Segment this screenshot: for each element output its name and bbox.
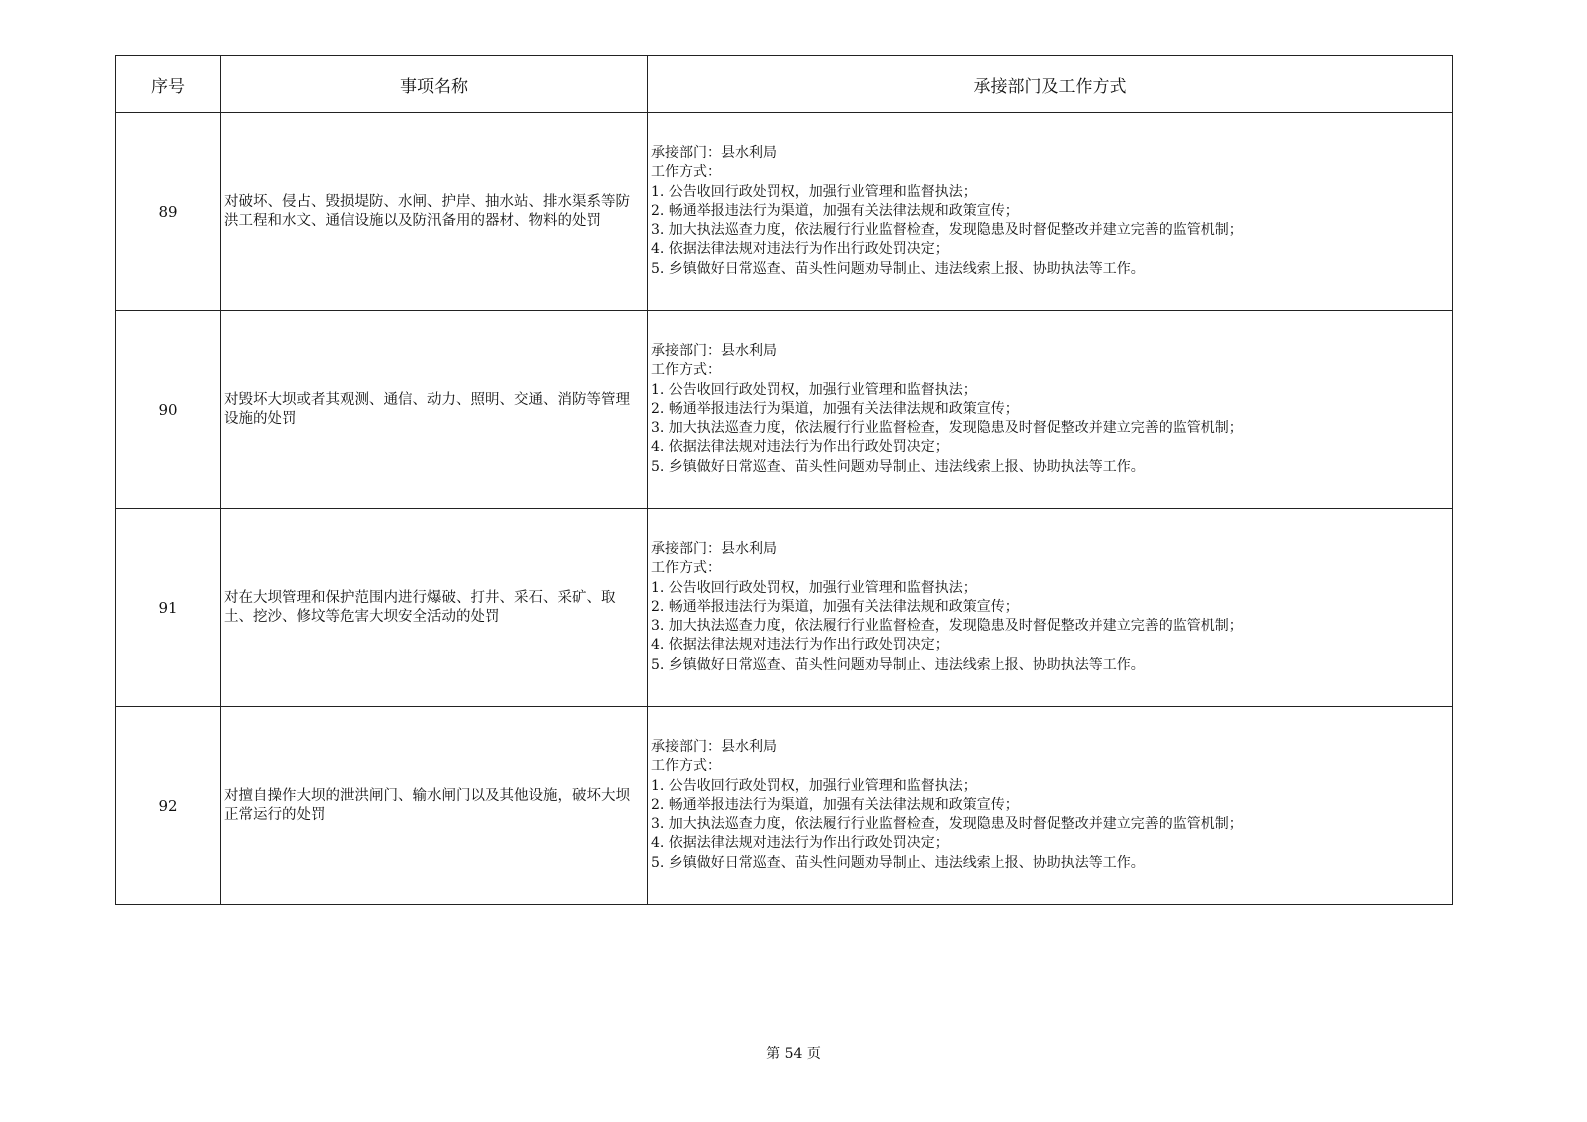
department-and-method (648, 311, 1453, 509)
method-line: 4. 依据法律法规对违法行为作出行政处罚决定； (651, 637, 949, 654)
items-table (115, 55, 1453, 905)
item-name: 对毁坏大坝或者其观测、通信、动力、照明、交通、消防等管理设施的处罚 (221, 311, 648, 509)
method-line: 2. 畅通举报违法行为渠道，加强有关法律法规和政策宣传； (651, 202, 1019, 219)
method-line: 2. 畅通举报违法行为渠道，加强有关法律法规和政策宣传； (651, 796, 1019, 813)
department-and-method (648, 707, 1453, 905)
method-line: 1. 公告收回行政处罚权，加强行业管理和监督执法； (651, 183, 977, 200)
method-line: 5. 乡镇做好日常巡查、苗头性问题劝导制止、违法线索上报、协助执法等工作。 (651, 458, 1145, 475)
method-line: 承接部门：县水利局 (651, 541, 777, 558)
table-row (116, 707, 1453, 905)
method-line: 承接部门：县水利局 (651, 739, 777, 756)
method-line: 工作方式： (651, 560, 721, 577)
item-name: 对破坏、侵占、毁损堤防、水闸、护岸、抽水站、排水渠系等防洪工程和水文、通信设施以及防汛备用的器材、物料的处罚 (221, 113, 648, 311)
row-number: 90 (116, 311, 221, 509)
method-line: 工作方式： (651, 758, 721, 775)
table-row (116, 113, 1453, 311)
department-and-method (648, 509, 1453, 707)
method-line: 工作方式： (651, 164, 721, 181)
table-row (116, 509, 1453, 707)
page-number: 第 54 页 (766, 1046, 821, 1062)
item-name: 对擅自操作大坝的泄洪闸门、输水闸门以及其他设施，破坏大坝正常运行的处罚 (221, 707, 648, 905)
method-line: 4. 依据法律法规对违法行为作出行政处罚决定； (651, 241, 949, 258)
header-no: 序号 (116, 56, 221, 113)
method-line: 工作方式： (651, 362, 721, 379)
method-line: 3. 加大执法巡查力度，依法履行行业监督检查，发现隐患及时督促整改并建立完善的监管机制； (651, 222, 1243, 239)
method-line: 4. 依据法律法规对违法行为作出行政处罚决定； (651, 439, 949, 456)
method-line: 5. 乡镇做好日常巡查、苗头性问题劝导制止、违法线索上报、协助执法等工作。 (651, 656, 1145, 673)
department-and-method (648, 113, 1453, 311)
method-line: 承接部门：县水利局 (651, 343, 777, 360)
method-line: 承接部门：县水利局 (651, 145, 777, 162)
row-number: 92 (116, 707, 221, 905)
table-row (116, 311, 1453, 509)
method-line: 3. 加大执法巡查力度，依法履行行业监督检查，发现隐患及时督促整改并建立完善的监管机制； (651, 816, 1243, 833)
header-method: 承接部门及工作方式 (648, 56, 1453, 113)
method-line: 1. 公告收回行政处罚权，加强行业管理和监督执法； (651, 381, 977, 398)
header-name: 事项名称 (221, 56, 648, 113)
method-line: 5. 乡镇做好日常巡查、苗头性问题劝导制止、违法线索上报、协助执法等工作。 (651, 854, 1145, 871)
method-line: 4. 依据法律法规对违法行为作出行政处罚决定； (651, 835, 949, 852)
method-line: 3. 加大执法巡查力度，依法履行行业监督检查，发现隐患及时督促整改并建立完善的监管机制； (651, 618, 1243, 635)
row-number: 89 (116, 113, 221, 311)
method-line: 2. 畅通举报违法行为渠道，加强有关法律法规和政策宣传； (651, 598, 1019, 615)
header-row (116, 56, 1453, 113)
method-line: 1. 公告收回行政处罚权，加强行业管理和监督执法； (651, 777, 977, 794)
method-line: 5. 乡镇做好日常巡查、苗头性问题劝导制止、违法线索上报、协助执法等工作。 (651, 260, 1145, 277)
item-name: 对在大坝管理和保护范围内进行爆破、打井、采石、采矿、取土、挖沙、修坟等危害大坝安全活动的处罚 (221, 509, 648, 707)
method-line: 2. 畅通举报违法行为渠道，加强有关法律法规和政策宣传； (651, 400, 1019, 417)
method-line: 3. 加大执法巡查力度，依法履行行业监督检查，发现隐患及时督促整改并建立完善的监管机制； (651, 420, 1243, 437)
method-line: 1. 公告收回行政处罚权，加强行业管理和监督执法； (651, 579, 977, 596)
row-number: 91 (116, 509, 221, 707)
